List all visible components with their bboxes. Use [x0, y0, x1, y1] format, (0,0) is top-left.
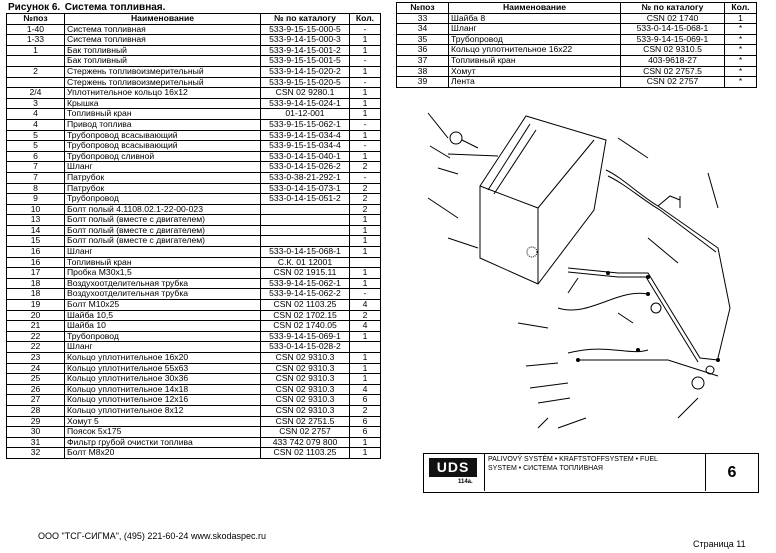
row-quantity: * — [725, 77, 757, 88]
row-catalog-number: CSN 02 9310.3 — [261, 384, 350, 395]
row-catalog-number: CSN 02 9310.3 — [261, 405, 350, 416]
row-quantity: 4 — [350, 321, 381, 332]
row-catalog-number: 533-0-38-21-292-1 — [261, 172, 350, 183]
row-position: 28 — [7, 405, 65, 416]
row-quantity: 1 — [350, 215, 381, 226]
row-name: Шланг — [65, 247, 261, 258]
row-position: 6 — [7, 151, 65, 162]
row-position: 33 — [397, 13, 449, 24]
row-quantity: 2 — [350, 162, 381, 173]
row-quantity: 1 — [350, 45, 381, 56]
row-name: Трубопровод — [65, 331, 261, 342]
col-no: №поз — [7, 14, 65, 25]
row-catalog-number: 533-9-14-15-062-2 — [261, 289, 350, 300]
table-row — [397, 55, 757, 66]
table-header — [7, 14, 381, 25]
table-row — [397, 13, 757, 24]
row-quantity: - — [350, 77, 381, 88]
row-name: Хомут 5 — [65, 416, 261, 427]
row-position: 14 — [7, 225, 65, 236]
row-quantity: 1 — [350, 236, 381, 247]
row-name: Бак топливный — [65, 45, 261, 56]
row-catalog-number: CSN 02 9280.1 — [261, 88, 350, 99]
row-position: 7 — [7, 162, 65, 173]
table-row — [7, 405, 381, 416]
row-catalog-number: 533-0-14-15-051-2 — [261, 194, 350, 205]
table-row — [7, 56, 381, 67]
uds-logo: UDS — [429, 458, 477, 477]
row-quantity: 2 — [350, 204, 381, 215]
row-position: 19 — [7, 300, 65, 311]
table-row — [7, 141, 381, 152]
row-position — [7, 56, 65, 67]
row-catalog-number: 533-9-14-15-020-2 — [261, 66, 350, 77]
row-position: 35 — [397, 34, 449, 45]
row-catalog-number: CSN 02 1103.25 — [261, 448, 350, 459]
row-position: 22 — [7, 331, 65, 342]
row-name: Кольцо уплотнительное 12х16 — [65, 395, 261, 406]
row-quantity: - — [350, 172, 381, 183]
row-name: Патрубок — [65, 172, 261, 183]
table-row — [7, 183, 381, 194]
table-row — [7, 310, 381, 321]
row-quantity: 6 — [350, 427, 381, 438]
row-catalog-number: 533-9-14-15-069-1 — [261, 331, 350, 342]
row-quantity: * — [725, 45, 757, 56]
row-name: Система топливная — [65, 35, 261, 46]
row-name: Хомут — [449, 66, 621, 77]
row-position: 16 — [7, 257, 65, 268]
col-name: Наименование — [449, 3, 621, 14]
row-catalog-number: CSN 02 1702.15 — [261, 310, 350, 321]
row-quantity: 2 — [350, 405, 381, 416]
row-quantity: 1 — [350, 130, 381, 141]
row-position: 17 — [7, 268, 65, 279]
row-catalog-number: CSN 02 9310.3 — [261, 353, 350, 364]
row-name: Патрубок — [65, 183, 261, 194]
row-catalog-number: 533-9-15-15-000-5 — [261, 24, 350, 35]
col-no: №поз — [397, 3, 449, 14]
row-quantity: 1 — [350, 247, 381, 258]
row-name: Топливный кран — [65, 257, 261, 268]
table-row — [7, 194, 381, 205]
row-quantity: 2 — [350, 310, 381, 321]
row-catalog-number: CSN 02 9310.3 — [261, 374, 350, 385]
table-row — [397, 34, 757, 45]
row-quantity: 1 — [350, 353, 381, 364]
table-row — [7, 88, 381, 99]
row-name: Шайба 8 — [449, 13, 621, 24]
row-position: 27 — [7, 395, 65, 406]
page-number: Страница 11 — [693, 539, 746, 549]
col-qty: Кол. — [350, 14, 381, 25]
drawing-title-line2: SYSTEM • СИСТЕМА ТОПЛИВНАЯ — [488, 464, 603, 472]
row-name: Болт полый (вместе с двигателем) — [65, 225, 261, 236]
row-catalog-number — [261, 215, 350, 226]
table-row — [7, 427, 381, 438]
table-row — [7, 321, 381, 332]
row-name: Болт М10х25 — [65, 300, 261, 311]
table-row — [7, 363, 381, 374]
footer-contact: ООО "ТСГ-СИГМА", (495) 221-60-24 www.skodaspec.ru — [38, 531, 266, 541]
row-catalog-number: CSN 02 9310.3 — [261, 395, 350, 406]
row-quantity — [350, 342, 381, 353]
row-position: 36 — [397, 45, 449, 56]
row-name: Воздухоотделительная трубка — [65, 278, 261, 289]
row-quantity: 1 — [350, 151, 381, 162]
row-quantity: - — [350, 56, 381, 67]
row-position: 3 — [7, 98, 65, 109]
row-quantity: 4 — [350, 300, 381, 311]
table-row — [7, 98, 381, 109]
row-position: 7 — [7, 172, 65, 183]
row-quantity: - — [350, 141, 381, 152]
table-row — [7, 395, 381, 406]
table-row — [7, 257, 381, 268]
row-position: 31 — [7, 437, 65, 448]
row-quantity: * — [725, 55, 757, 66]
table-row — [7, 162, 381, 173]
row-position: 18 — [7, 278, 65, 289]
row-name: Трубопровод всасывающий — [65, 141, 261, 152]
row-position: 16 — [7, 247, 65, 258]
row-catalog-number: 533-0-14-15-028-2 — [261, 342, 350, 353]
row-name: Фильтр грубой очистки топлива — [65, 437, 261, 448]
row-quantity: 1 — [350, 66, 381, 77]
table-row — [397, 45, 757, 56]
row-position: 5 — [7, 130, 65, 141]
row-position: 30 — [7, 427, 65, 438]
row-name: Шайба 10 — [65, 321, 261, 332]
row-position: 20 — [7, 310, 65, 321]
row-name: Кольцо уплотнительное 16х20 — [65, 353, 261, 364]
row-name: Болт М8х20 — [65, 448, 261, 459]
row-position: 22 — [7, 342, 65, 353]
row-quantity: 1 — [350, 109, 381, 120]
row-position: 10 — [7, 204, 65, 215]
row-name: Кольцо уплотнительное 16х22 — [449, 45, 621, 56]
row-position: 1-33 — [7, 35, 65, 46]
table-row — [7, 77, 381, 88]
row-catalog-number: CSN 02 2757.5 — [621, 66, 725, 77]
row-catalog-number: 533-9-15-15-001-5 — [261, 56, 350, 67]
table-row — [7, 437, 381, 448]
row-catalog-number: CSN 02 1740.05 — [261, 321, 350, 332]
table-row — [7, 130, 381, 141]
row-catalog-number — [261, 225, 350, 236]
table-row — [7, 151, 381, 162]
row-position: 38 — [397, 66, 449, 77]
table-row — [7, 45, 381, 56]
row-catalog-number: CSN 02 1915.11 — [261, 268, 350, 279]
row-name: Лента — [449, 77, 621, 88]
row-position: 26 — [7, 384, 65, 395]
row-position: 23 — [7, 353, 65, 364]
row-name: Трубопровод — [449, 34, 621, 45]
table-row — [7, 342, 381, 353]
row-quantity: 1 — [350, 374, 381, 385]
uds-logo-subtitle: 114а. — [458, 479, 473, 485]
row-catalog-number: 533-9-14-15-062-1 — [261, 278, 350, 289]
row-catalog-number: CSN 02 1103.25 — [261, 300, 350, 311]
table-row — [7, 268, 381, 279]
row-quantity: - — [350, 24, 381, 35]
table-row — [7, 374, 381, 385]
table-row — [7, 300, 381, 311]
row-quantity: 1 — [350, 88, 381, 99]
row-name: Болт полый (вместе с двигателем) — [65, 215, 261, 226]
table-row — [7, 24, 381, 35]
row-name: Кольцо уплотнительное 8х12 — [65, 405, 261, 416]
row-quantity: 1 — [350, 98, 381, 109]
row-quantity: - — [350, 289, 381, 300]
row-name: Стержень топливоизмерительный — [65, 66, 261, 77]
row-name: Топливный кран — [65, 109, 261, 120]
row-catalog-number: 533-0-14-15-068-1 — [621, 24, 725, 35]
row-position: 39 — [397, 77, 449, 88]
row-name: Болт полый (вместе с двигателем) — [65, 236, 261, 247]
row-name: Болт полый 4.1108.02.1-22-00-023 — [65, 204, 261, 215]
row-name: Трубопровод сливной — [65, 151, 261, 162]
row-position — [7, 77, 65, 88]
row-position: 1 — [7, 45, 65, 56]
drawing-title-block — [423, 453, 759, 493]
col-qty: Кол. — [725, 3, 757, 14]
row-catalog-number: CSN 02 2757 — [621, 77, 725, 88]
drawing-number: 6 — [705, 454, 758, 491]
table-row — [7, 236, 381, 247]
table-row — [7, 172, 381, 183]
row-quantity: 1 — [350, 448, 381, 459]
row-name: Шланг — [449, 24, 621, 35]
row-position: 1-40 — [7, 24, 65, 35]
row-quantity: 1 — [350, 437, 381, 448]
row-quantity: 2 — [350, 183, 381, 194]
row-position: 8 — [7, 183, 65, 194]
row-catalog-number: CSN 02 9310.5 — [621, 45, 725, 56]
row-catalog-number: 533-9-14-15-001-2 — [261, 45, 350, 56]
row-position: 2 — [7, 66, 65, 77]
row-position: 21 — [7, 321, 65, 332]
row-catalog-number: CSN 02 2757 — [261, 427, 350, 438]
row-quantity: 4 — [350, 384, 381, 395]
table-row — [7, 225, 381, 236]
row-catalog-number: 533-0-14-15-068-1 — [261, 247, 350, 258]
row-quantity: 1 — [350, 268, 381, 279]
row-catalog-number — [261, 236, 350, 247]
table-row — [7, 353, 381, 364]
row-position: 15 — [7, 236, 65, 247]
row-name: Крышка — [65, 98, 261, 109]
parts-table-left — [6, 13, 381, 459]
figure-label: Рисунок 6. — [8, 2, 61, 13]
row-name: Стержень топливоизмерительный — [65, 77, 261, 88]
row-quantity: 1 — [725, 13, 757, 24]
row-catalog-number: 533-0-14-15-040-1 — [261, 151, 350, 162]
col-catalog: № по каталогу — [261, 14, 350, 25]
table-row — [7, 247, 381, 258]
drawing-title-text — [488, 456, 658, 473]
row-position: 2/4 — [7, 88, 65, 99]
row-catalog-number: 533-9-14-15-034-4 — [261, 130, 350, 141]
row-catalog-number: CSN 02 9310.3 — [261, 363, 350, 374]
row-catalog-number: CSN 02 1740 — [621, 13, 725, 24]
parts-table-right — [396, 2, 757, 88]
row-name: Трубопровод — [65, 194, 261, 205]
table-row — [7, 278, 381, 289]
table-row — [7, 119, 381, 130]
table-row — [397, 24, 757, 35]
row-quantity: 1 — [350, 278, 381, 289]
row-catalog-number: 403-9618-27 — [621, 55, 725, 66]
col-name: Наименование — [65, 14, 261, 25]
row-name: Кольцо уплотнительное 14х18 — [65, 384, 261, 395]
row-position: 34 — [397, 24, 449, 35]
row-name: Пробка М30х1,5 — [65, 268, 261, 279]
row-catalog-number: CSN 02 2751.5 — [261, 416, 350, 427]
row-position: 37 — [397, 55, 449, 66]
row-quantity: 1 — [350, 225, 381, 236]
row-position: 4 — [7, 109, 65, 120]
row-catalog-number: 533-9-15-15-020-5 — [261, 77, 350, 88]
row-quantity: 1 — [350, 331, 381, 342]
row-catalog-number: С.К. 01 12001 — [261, 257, 350, 268]
row-quantity — [350, 257, 381, 268]
row-name: Воздухоотделительная трубка — [65, 289, 261, 300]
row-quantity: 6 — [350, 395, 381, 406]
row-position: 9 — [7, 194, 65, 205]
row-quantity: 1 — [350, 35, 381, 46]
table-row — [7, 35, 381, 46]
row-catalog-number: 533-9-15-15-034-4 — [261, 141, 350, 152]
row-name: Поясок 5х175 — [65, 427, 261, 438]
row-name: Кольцо уплотнительное 55х63 — [65, 363, 261, 374]
row-name: Топливный кран — [449, 55, 621, 66]
row-quantity: - — [350, 119, 381, 130]
row-catalog-number: 433 742 079 800 — [261, 437, 350, 448]
figure-caption: Система топливная. — [64, 2, 166, 13]
table-row — [7, 384, 381, 395]
row-quantity: * — [725, 66, 757, 77]
row-quantity: * — [725, 34, 757, 45]
table-row — [7, 416, 381, 427]
row-quantity: * — [725, 24, 757, 35]
table-row — [7, 331, 381, 342]
row-name: Бак топливный — [65, 56, 261, 67]
row-catalog-number — [261, 204, 350, 215]
row-name: Привод топлива — [65, 119, 261, 130]
row-position: 4 — [7, 119, 65, 130]
row-catalog-number: 01-12-001 — [261, 109, 350, 120]
row-name: Шланг — [65, 162, 261, 173]
row-position: 24 — [7, 363, 65, 374]
table-row — [7, 215, 381, 226]
row-position: 18 — [7, 289, 65, 300]
table-row — [7, 289, 381, 300]
table-row — [397, 77, 757, 88]
table-header — [397, 3, 757, 14]
table-row — [7, 448, 381, 459]
row-name: Шайба 10,5 — [65, 310, 261, 321]
fuel-system-drawing — [418, 98, 758, 492]
table-row — [7, 204, 381, 215]
row-name: Система топливная — [65, 24, 261, 35]
table-row — [7, 66, 381, 77]
row-position: 29 — [7, 416, 65, 427]
row-catalog-number: 533-9-14-15-024-1 — [261, 98, 350, 109]
figure-title — [8, 2, 165, 13]
row-name: Шланг — [65, 342, 261, 353]
drawing-title-line1: PALIVOVÝ SYSTÉM • KRAFTSTOFFSYSTEM • FUEL — [488, 456, 658, 463]
row-catalog-number: 533-9-15-15-062-1 — [261, 119, 350, 130]
row-catalog-number: 533-9-14-15-069-1 — [621, 34, 725, 45]
row-name: Уплотнительное кольцо 16х12 — [65, 88, 261, 99]
uds-logo-block — [424, 454, 485, 491]
row-name: Кольцо уплотнительное 30х36 — [65, 374, 261, 385]
row-catalog-number: 533-0-14-15-026-2 — [261, 162, 350, 173]
table-row — [7, 109, 381, 120]
row-position: 32 — [7, 448, 65, 459]
col-catalog: № по каталогу — [621, 3, 725, 14]
table-row — [397, 66, 757, 77]
row-quantity: 6 — [350, 416, 381, 427]
row-quantity: 1 — [350, 363, 381, 374]
row-catalog-number: 533-9-14-15-000-3 — [261, 35, 350, 46]
row-quantity: 2 — [350, 194, 381, 205]
row-position: 25 — [7, 374, 65, 385]
row-position: 5 — [7, 141, 65, 152]
row-catalog-number: 533-0-14-15-073-1 — [261, 183, 350, 194]
row-position: 13 — [7, 215, 65, 226]
row-name: Трубопровод всасывающий — [65, 130, 261, 141]
